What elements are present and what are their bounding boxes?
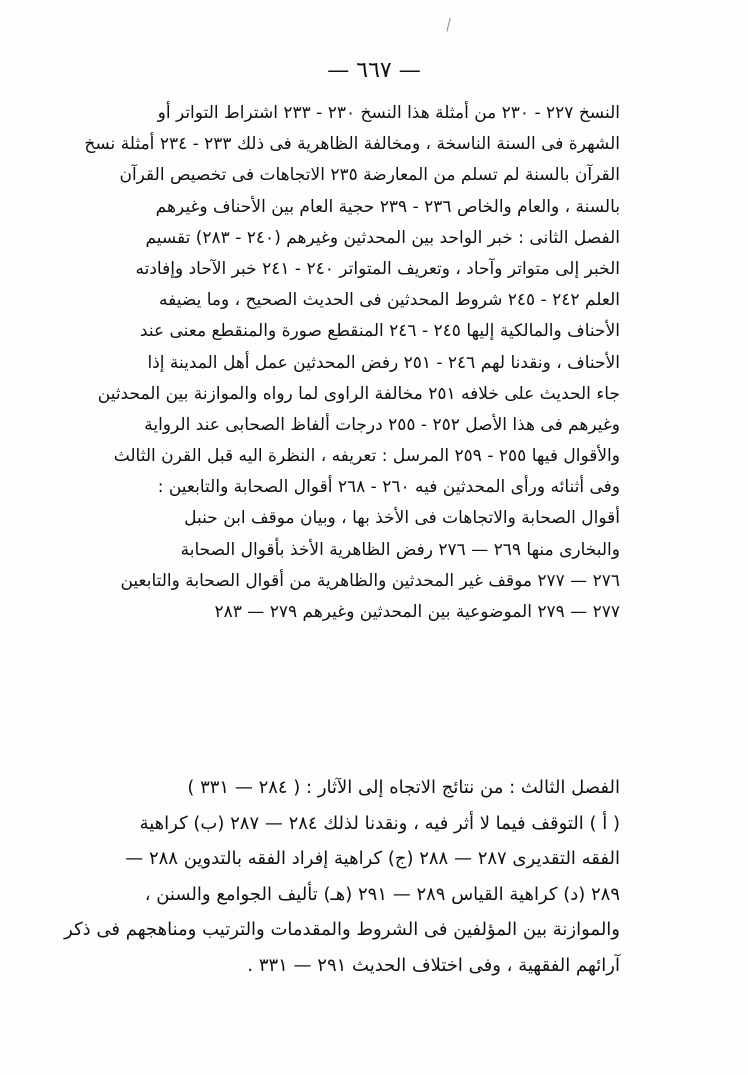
page-number: — ٦٦٧ —: [327, 58, 421, 83]
text-line: وغيرهم فى هذا الأصل ٢٥٢ - ٢٥٥ درجات ألفاظ الصحابى عند الرواية: [144, 414, 620, 435]
text-line: الأحناف ، ونقدنا لهم ٢٤٦ - ٢٥١ رفض المحدثين عمل أهل المدينة إذا: [147, 352, 620, 373]
text-line: جاء الحديث على خلافه ٢٥١ مخالفة الراوى لما رواه والموازنة بين المحدثين: [97, 383, 620, 404]
text-line: العلم ٢٤٢ - ٢٤٥ شروط المحدثين فى الحديث الصحيح ، وما يضيفه: [159, 290, 620, 311]
ink-mark: [446, 18, 452, 32]
text-line: القرآن بالسنة لم تسلم من المعارضة ٢٣٥ الاتجاهات فى تخصيص القرآن: [119, 165, 620, 186]
text-line: بالسنة ، والعام والخاص ٢٣٦ - ٢٣٩ حجية العام بين الأحناف وغيرهم: [155, 196, 620, 217]
text-line: ٢٨٩ (د) كراهية القياس ٢٨٩ — ٢٩١ (هـ) تأليف الجوامع والسنن ،: [144, 883, 620, 905]
text-line: والأقوال فيها ٢٥٥ - ٢٥٩ المرسل : تعريفه ، النظرة اليه قبل القرن الثالث: [113, 446, 620, 467]
text-line: النسخ ٢٢٧ - ٢٣٠ من أمثلة هذا النسخ ٢٣٠ - ٢٣٣ اشتراط التواتر أو: [157, 103, 620, 123]
chapter-heading-line: الفصل الثالث : من نتائج الاتجاه إلى الآثار : ( ٢٨٤ — ٣٣١ ): [187, 777, 620, 798]
text-line: ٢٧٧ — ٢٧٩ الموضوعية بين المحدثين وغيرهم ٢٧٩ — ٢٨٣: [214, 602, 620, 622]
text-line: ( أ ) التوقف فيما لا أثر فيه ، ونقدنا لذلك ٢٨٤ — ٢٨٧ (ب) كراهية: [139, 812, 620, 834]
text-line: الأحناف والمالكية إليها ٢٤٥ - ٢٤٦ المنقطع صورة والمنقطع معنى عند: [139, 321, 620, 342]
text-line: الفقه التقديرى ٢٨٧ — ٢٨٨ (ج) كراهية إفراد الفقه بالتدوين ٢٨٨ —: [125, 848, 620, 869]
text-line: الخبر إلى متواتر وآحاد ، وتعريف المتواتر ٢٤٠ - ٢٤١ خبر الآحاد وإفادته: [135, 258, 620, 279]
text-line: أقوال الصحابة والاتجاهات فى الأخذ بها ، وبيان موقف ابن حنبل: [184, 508, 620, 529]
text-line: والبخارى منها ٢٦٩ — ٢٧٦ رفض الظاهرية الأخذ بأقوال الصحابة: [180, 539, 620, 560]
text-line: الشهرة فى السنة الناسخة ، ومخالفة الظاهرية فى ذلك ٢٣٣ - ٢٣٤ أمثلة نسخ: [84, 134, 620, 155]
text-line: وفى أثنائه ورأى المحدثين فيه ٢٦٠ - ٢٦٨ أقوال الصحابة والتابعين :: [157, 477, 620, 498]
text-line: والموازنة بين المؤلفين فى الشروط والمقدمات والترتيب ومناهجهم فى ذكر: [64, 919, 620, 940]
text-line: ٢٧٦ — ٢٧٧ موقف غير المحدثين والظاهرية من أقوال الصحابة والتابعين: [120, 570, 620, 591]
index-paragraph-1: [84, 98, 620, 628]
index-paragraph-2: [64, 770, 620, 983]
text-line: آرائهم الفقهية ، وفى اختلاف الحديث ٢٩١ — ٣٣١ .: [247, 954, 620, 976]
text-line: الفصل الثانى : خبر الواحد بين المحدثين وغيرهم (٢٤٠ - ٢٨٣) تقسيم: [145, 227, 620, 248]
